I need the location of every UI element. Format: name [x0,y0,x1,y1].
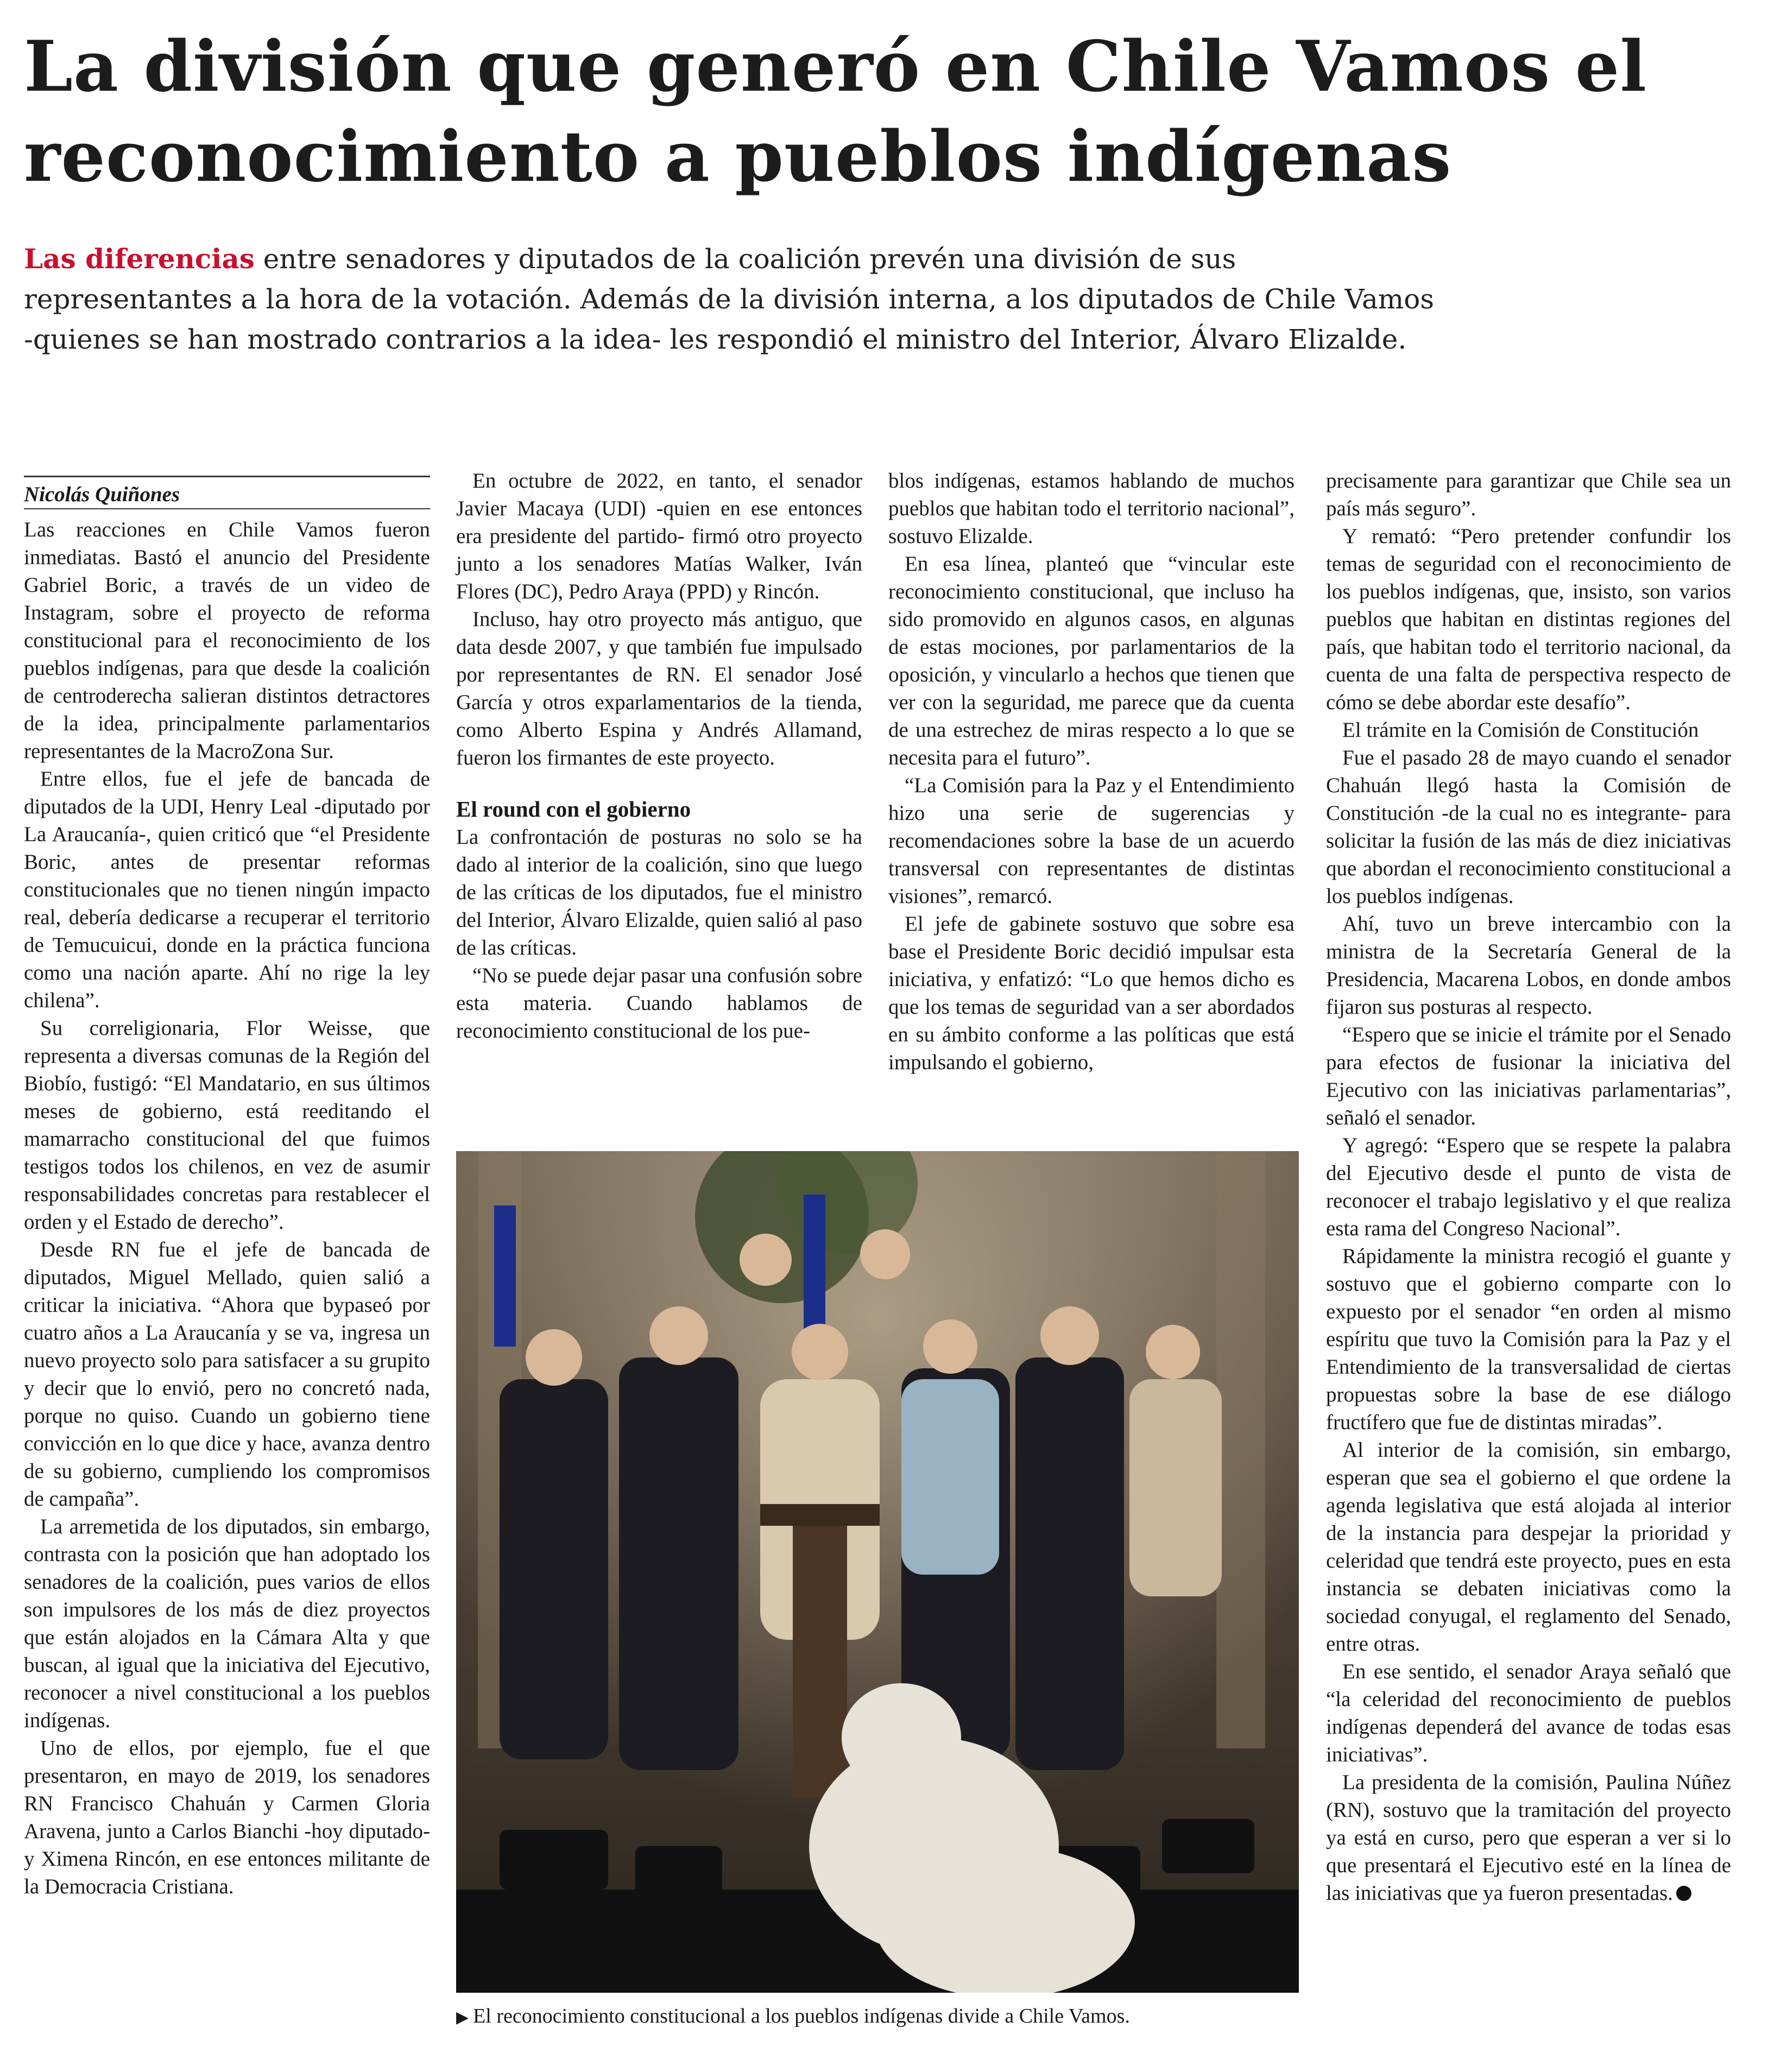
paragraph: En esa línea, planteó que “vincular este reconocimiento constitucional, que incluso ha sido promovido en algunos casos, en algunas de estas mociones, por parlamentarios de la oposición, y vincularlo a hechos que tienen que ver con la seguridad, me parece que da cuenta de una estrechez de miras respecto a lo que se necesita para el futuro”. [888,552,1295,769]
byline-rule [24,476,430,477]
paragraph: El jefe de gabinete sostuvo que sobre esa base el Presidente Boric decidió impulsar esta iniciativa, y enfatizó: “Lo que hemos dicho es que los temas de seguridad van a ser abordados en su ámbito conforme a las políticas que está impulsando el gobierno, [888,912,1295,1074]
byline-rule-bottom [24,508,430,509]
paragraph: Fue el pasado 28 de mayo cuando el senador Chahuán llegó hasta la Comisión de Constitución -de la cual no es integrante- para solicitar la fusión de las más de diez iniciativas que abordan el reconocimiento constitucional a los pueblos indígenas. [1326,746,1731,908]
paragraph: Entre ellos, fue el jefe de bancada de diputados de la UDI, Henry Leal -diputado por La Araucanía-, quien criticó que “el Presidente Boric, antes de presentar reformas constitucionales que no tienen ningún impacto real, debería dedicarse a recuperar el territorio de Temucuicui, donde en la práctica funciona como una nación aparte. Ahí no rige la ley chilena”. [24,767,430,1012]
photo-illustration [456,1151,1299,1993]
paragraph: Las reacciones en Chile Vamos fueron inmediatas. Bastó el anuncio del Presidente Gabriel Boric, a través de un video de Instagram, sobre el proyecto de reforma constitucional para el reconocimiento de los pueblos indígenas, para que desde la coalición de centroderecha salieran distintos detractores de la idea, principalmente parlamentarios representantes de la MacroZona Sur. [24,518,430,763]
caption-text: El reconocimiento constitucional a los pueblos indígenas divide a Chile Vamos. [473,2005,1130,2027]
paragraph: Ahí, tuvo un breve intercambio con la ministra de la Secretaría General de la Presidencia, Macarena Lobos, en donde ambos fijaron sus posturas al respecto. [1326,912,1731,1019]
paragraph: “Espero que se inicie el trámite por el Senado para efectos de fusionar la iniciativa del Ejecutivo con las iniciativas parlamentarias”, señaló el senador. [1326,1023,1731,1129]
caption-arrow-icon: ▶ [456,2008,469,2026]
paragraph: “No se puede dejar pasar una confusión sobre esta materia. Cuando hablamos de reconocimiento constitucional de los pue- [456,964,862,1043]
paragraph: En octubre de 2022, en tanto, el senador Javier Macaya (UDI) -quien en ese entonces era presidente del partido- firmó otro proyecto junto a los senadores Matías Walker, Iván Flores (DC), Pedro Araya (PPD) y Rincón. [456,469,862,603]
photo-caption [456,2004,1303,2030]
paragraph: Desde RN fue el jefe de bancada de diputados, Miguel Mellado, quien salió a criticar la iniciativa. “Ahora que bypaseó por cuatro años a La Araucanía y se va, ingresa un nuevo proyecto solo para satisfacer a su grupito y decir que lo envió, pero no concretó nada, porque no quiso. Cuando un gobierno tiene convicción en lo que dice y hace, avanza dentro de su gobierno, cumpliendo los compromisos de campaña”. [24,1238,430,1511]
paragraph [1326,1768,1731,1907]
paragraph: Uno de ellos, por ejemplo, fue el que presentaron, en mayo de 2019, los senadores RN Francisco Chahuán y Carmen Gloria Aravena, junto a Carlos Bianchi -hoy diputado- y Ximena Rincón, en ese entonces militante de la Democracia Cristiana. [24,1736,430,1898]
deck [24,239,1436,359]
paragraph: En ese sentido, el senador Araya señaló que “la celeridad del reconocimiento de pueblos indígenas dependerá del avance de todas esas iniciativas”. [1326,1660,1731,1766]
paragraph: Al interior de la comisión, sin embargo, esperan que sea el gobierno el que ordene la agenda legislativa que está alojada al interior de la instancia para despejar la prioridad y celeridad que tendrá este proyecto, pues en esta instancia se debaten iniciativas como la sociedad conyugal, el reglamento del Senado, entre otras. [1326,1438,1731,1656]
column-3 [888,467,1295,1076]
paragraph: blos indígenas, estamos hablando de muchos pueblos que habitan todo el territorio nacional”, sostuvo Elizalde. [888,469,1295,548]
deck-lead: Las diferencias [24,243,255,275]
paragraph: Su correligionaria, Flor Weisse, que representa a diversas comunas de la Región del Biobío, fustigó: “El Mandatario, en sus últimos meses de gobierno, está reeditando el mamarracho constitucional del que fuimos testigos todos los chilenos, en vez de asumir responsabilidades concretas para restablecer el orden y el Estado de derecho”. [24,1016,430,1234]
paragraph: precisamente para garantizar que Chile sea un país más seguro”. [1326,469,1731,520]
byline: Nicolás Quiñones [24,483,180,506]
paragraph: Rápidamente la ministra recogió el guante y sostuvo que el gobierno comparte con lo expuesto por el senador “en orden al mismo espíritu que tuvo la Comisión para la Paz y el Entendimiento de la transversalidad de ciertas propuestas sobre la base de ese diálogo fructífero que fue de distintas miradas”. [1326,1245,1731,1434]
paragraph: “La Comisión para la Paz y el Entendimiento hizo una serie de sugerencias y recomendaciones sobre la base de un acuerdo transversal con representantes de distintas visiones”, remarcó. [888,774,1295,908]
deck-text: entre senadores y diputados de la coalición prevén una división de sus representantes a la hora de la votación. Además de la división interna, a los diputados de Chile Vamos -quienes se han mostrado contrarios a la idea- les respondió el ministro del Interior, Álvaro Elizalde. [24,243,1434,355]
paragraph: Y agregó: “Espero que se respete la palabra del Ejecutivo desde el punto de vista de reconocer el trabajo legislativo y el que realiza esta rama del Congreso Nacional”. [1326,1134,1731,1240]
column-4 [1326,467,1731,1907]
paragraph: Y remató: “Pero pretender confundir los temas de seguridad con el reconocimiento de los pueblos indígenas, que, insisto, son varios pueblos que habitan en distintas regiones del país, que habitan todo el territorio nacional, da cuenta de una falta de perspectiva respecto de cómo se debe abordar este desafío”. [1326,525,1731,714]
final-paragraph: La presidenta de la comisión, Paulina Núñez (RN), sostuvo que la tramitación del proyecto ya está en curso, pero que esperan a ver si lo que presentará el Ejecutivo esté en la línea de las iniciativas que ya fueron presentadas. [1326,1771,1731,1905]
column-2 [456,467,862,1045]
paragraph: La arremetida de los diputados, sin embargo, contrasta con la posición que han adoptado los senadores de la coalición, pues varios de ellos son impulsores de los más de diez proyectos que están alojados en la Cámara Alta y que buscan, al igual que la iniciativa del Ejecutivo, reconocer a nivel constitucional a los pueblos indígenas. [24,1515,430,1732]
end-mark-icon [1676,1886,1691,1901]
paragraph: Incluso, hay otro proyecto más antiguo, que data desde 2007, y que también fue impulsado por representantes de RN. El senador José García y otros exparlamentarios de la tienda, como Alberto Espina y Andrés Allamand, fueron los firmantes de este proyecto. [456,608,862,769]
subhead: El round con el gobierno [456,797,691,822]
press-conference-photo [456,1151,1299,1993]
headline: La división que generó en Chile Vamos el reconocimiento a pueblos indígenas [24,26,1647,198]
paragraph: La confrontación de posturas no solo se ha dado al interior de la coalición, sino que luego de las críticas de los diputados, fue el ministro del Interior, Álvaro Elizalde, quien salió al paso de las críticas. [456,825,862,959]
subhead-inline: El trámite en la Comisión de Constitución [1342,718,1699,742]
column-1 [24,467,430,1900]
